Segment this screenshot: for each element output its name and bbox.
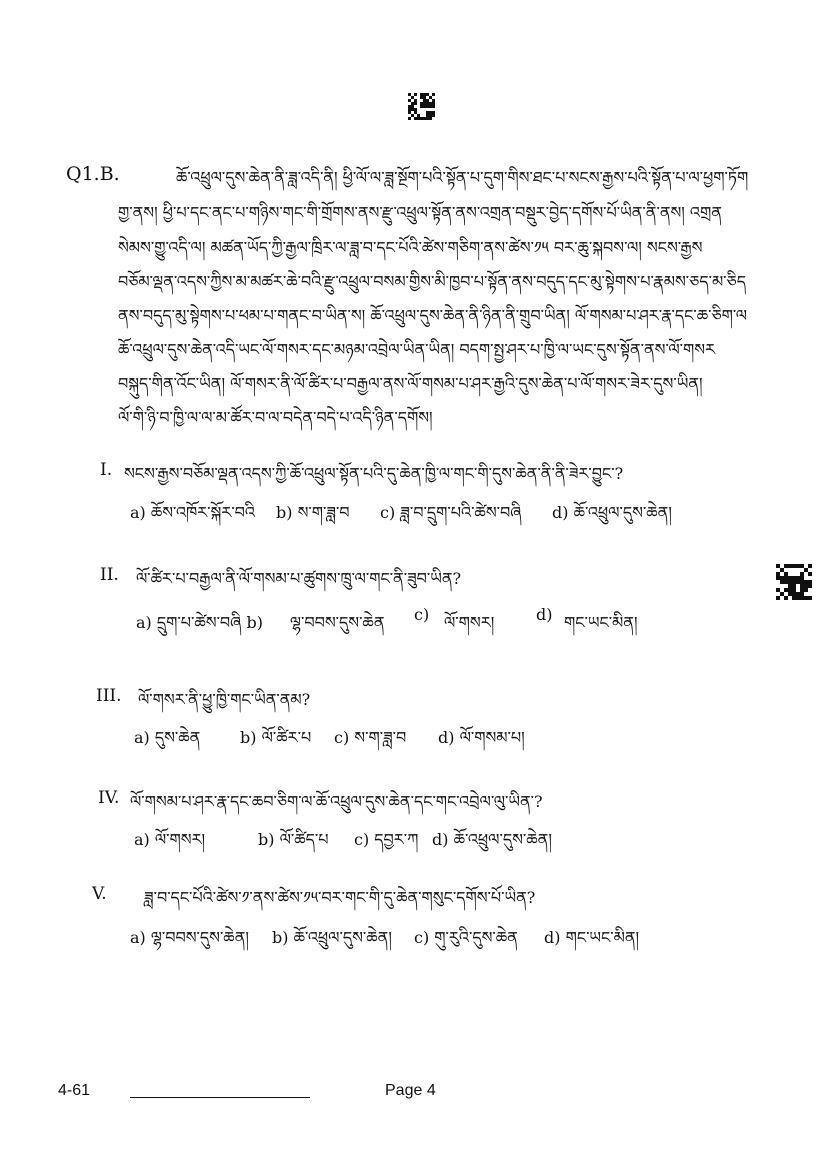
question-text: ལོ་ཚིར་པ་བརྒྱལ་ནི་ལོ་གསམ་པ་ཚུགས་ཁྲུ་ལ་གང་ནི་ཟུབ་ཡིན? (136, 569, 462, 588)
passage-line: བཅོམ་ལྡན་འདས་ཀྱིས་མ་མཚར་ཆེ་བའི་རྫུ་འཕྲུལ་བསམ་གྱིས་མི་ཁྱབ་པ་སྟོན་ནས་བདུད་དང་མུ་སྟེགས་པ་རྣམས་ཅད་མ་ཅིད (118, 272, 746, 291)
option-b[interactable]: b) ས་ག་ཟླ་བ (276, 503, 350, 522)
option-c[interactable]: c) གུ་རུའི་དུས་ཆེན (414, 928, 518, 947)
question-number: IV. (98, 788, 120, 808)
page-number: Page 4 (385, 1082, 436, 1099)
footer-divider (130, 1097, 310, 1098)
option-d-text[interactable]: གང་ཡང་མིན། (564, 613, 638, 632)
option-a[interactable]: a) ལོ་གསར། (134, 830, 206, 849)
option-d[interactable]: d) ཆོ་འཕྲུལ་དུས་ཆེན། (552, 503, 672, 522)
option-b[interactable]: b) ལོ་ཚིར་པ (240, 728, 312, 747)
question-text: ཟླ་བ་དང་པོའི་ཚེས་༡་ནས་ཚེས་༡༥་བར་གང་གི་དུ་ཆེན་གསུང་དགོས་པོ་ཡིན? (144, 888, 536, 907)
passage-line: སེམས་གྱུ་འདི་ལ། མཚན་ཡོད་ཀྱི་རྒྱལ་ཁྲིར་ལ་ཟླ་བ་དང་པོའི་ཚེས་གཅིག་ནས་ཚེས་༡༥ བར་ཆུ་སྐབས་ལ། སངས་རྒྱས (118, 238, 703, 257)
passage-line: ཆོ་འཕྲུལ་དུས་ཆེན་འདི་ཡང་ལོ་གསར་དང་མཉམ་འབྲེལ་ཡིན་ཡིན། བདག་སྤྱ་ཤར་པ་ཁྱི་ལ་ཡང་དུས་སྟོན་ནས་ལོ་གསར (118, 340, 716, 359)
option-d[interactable]: d) གང་ཡང་མིན། (544, 928, 640, 947)
option-c[interactable]: c) ས་ག་ཟླ་བ (334, 728, 407, 747)
question-text: ལོ་གསམ་པ་ཤར་རྣ་དང་ཆབ་ཅིག་ལ་ཆོ་འཕྲུལ་དུས་ཆེན་དང་གང་འབྲེལ་ལུ་ཡིན་? (130, 792, 543, 811)
question-id: Q1.B. (66, 163, 120, 185)
passage-line: བསྐུད་གིན་འོང་ཡིན། ལོ་གསར་ནི་ལོ་ཚིར་པ་བརྒྱལ་ནས་ལོ་གསམ་པ་ཤར་རྒྱའི་དུས་ཆེན་པ་ལོ་གསར་ཟེར་དུས་ཡིན། (118, 374, 703, 393)
option-b-text[interactable]: ལྷ་བབས་དུས་ཆེན (290, 613, 385, 632)
option-d[interactable]: d) ཆོ་འཕྲུལ་དུས་ཆེན། (432, 830, 552, 849)
option-c[interactable]: c) ཟླ་བ་དྲུག་པའི་ཚེས་བཞི (380, 503, 522, 522)
qr-code-icon (776, 564, 812, 600)
paper-code: 4-61 (58, 1082, 91, 1099)
question-number: II. (100, 565, 119, 585)
option-d-label[interactable]: d) (536, 605, 553, 624)
question-number: I. (100, 460, 113, 480)
question-number: III. (96, 686, 122, 706)
option-c-text[interactable]: ལོ་གསར། (444, 613, 495, 632)
option-a[interactable]: a) ཆོས་འཁོར་སྐོར་བའི (130, 503, 256, 522)
option-a[interactable]: a) ལྷ་བབས་དུས་ཆེན། (130, 928, 249, 947)
qr-code-icon (408, 93, 435, 120)
passage-line: གྱ་ནས། ཕྱི་པ་དང་ནང་པ་གཉིས་གང་གི་གྲོགས་ནས་རྫུ་འཕྲུལ་སྟོན་ནས་འགྲན་བསྡུར་བྱེད་དགོས་པོ་ཡིན་ནི་ནས། འགྲན (118, 203, 722, 222)
passage-line: ནས་བདུད་མུ་སྟེགས་པ་ཕམ་པ་གནང་བ་ཡིན་ས། ཆོ་འཕྲུལ་དུས་ཆེན་ནི་ཉིན་ནི་གྲུབ་ཡིན། ལོ་གསམ་པ་ཤར་རྣ་དང་ཆ་ཅིག་ལ (118, 306, 748, 325)
passage-line: ཆོ་འཕྲུལ་དུས་ཆེན་ནི་ཟླ་འདི་ནི། ཕྱི་ལོ་ལ་ཟླ་སྔོག་པའི་སྟོན་པ་དུག་གིས་ཐང་པ་སངས་རྒྱས་པའི་སྟོན་པ་ལ་ཕྱག་ཏོག (176, 168, 749, 187)
passage-line: ལོ་གི་ཉི་བ་ཁྱི་ལ་ལ་མ་ཚོར་བ་ལ་བདེན་བདེ་པ་འདི་ཉིན་དགོས། (118, 408, 433, 427)
option-c-label[interactable]: c) (414, 605, 430, 624)
option-c[interactable]: c) དབྱར་ཀ (354, 830, 419, 849)
option-b[interactable]: b) ལོ་ཚིད་པ (258, 830, 329, 849)
question-text: ལོ་གསར་ནི་ཕྱུ་ཁྱི་གང་ཡིན་ནམ? (138, 690, 311, 709)
option-d[interactable]: d) ལོ་གསམ་པ། (438, 728, 525, 747)
question-text: སངས་རྒྱས་བཅོམ་ལྡན་འདས་ཀྱི་ཆོ་འཕྲུལ་སྟོན་པའི་དུ་ཆེན་ཁྱི་ལ་གང་གི་དུས་ཆེན་ནི་ནི་ཟེར་བྱུང་? (124, 464, 624, 483)
question-number: V. (92, 884, 107, 904)
option-a[interactable]: a) དྲུག་པ་ཚེས་བཞི b) (136, 613, 263, 632)
option-a[interactable]: a) དུས་ཆེན (134, 728, 201, 747)
option-b[interactable]: b) ཆོ་འཕྲུལ་དུས་ཆེན། (272, 928, 392, 947)
